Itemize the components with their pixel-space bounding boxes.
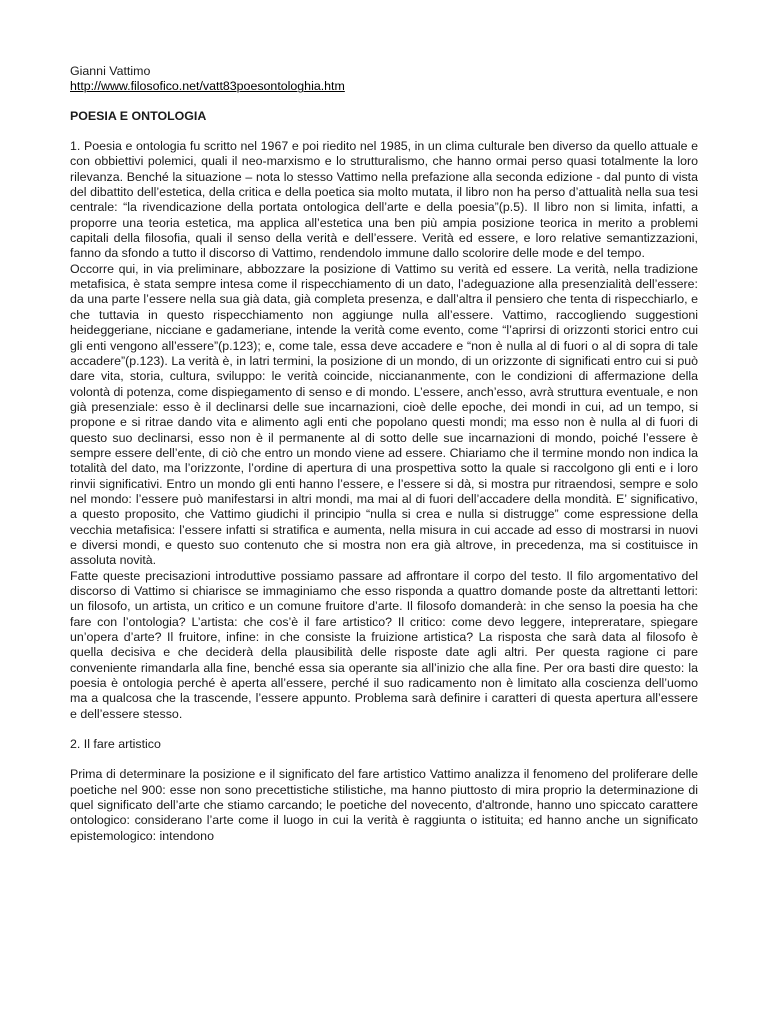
document-title: POESIA E ONTOLOGIA xyxy=(70,108,207,123)
source-link[interactable]: http://www.filosofico.net/vatt83poesontologhia.htm xyxy=(70,79,345,94)
paragraph-2: Occorre qui, in via preliminare, abbozzare la posizione di Vattimo su verità ed essere. La verità, nella tradizione metafisica, è stata sempre intesa come il rispecchiamento di un dato, l’adeguazione alla presenzialità dell’essere: da una parte l’essere nella sua già data, già completa presenza, e dall’altra il pensiero che tenta di rispecchiarlo, e che tuttavia in questo rispecchiamento non aggiunge nulla all’essere. Vattimo, raccogliendo suggestioni heideggeriane, nicciane e gadameriane, intende la verità come evento, come “l’aprirsi di orizzonti storici entro cui gli enti vengono all’essere”(p.123); e, come tale, essa deve accadere e “non è nulla al di fuori o al di sopra di tale accadere”(p.123). La verità è, in latri termini, la posizione di un mondo, di un orizzonte di significati entro cui si può dare vita, storia, cultura, sviluppo: le verità coincide, nicciananmente, con le condizioni di affermazione della volontà di potenza, come dispiegamento di senso e di mondo. L’essere, anch’esso, avrà struttura eventuale, e non già presenziale: esso è il declinarsi delle sue incarnazioni, cioè delle epoche, dei mondi in cui, ad un tempo, si propone e si ritrae dando vita e alimento agli enti che popolano questi mondi; ma esso non è nulla al di fuori di questo suo declinarsi, esso non è il permanente al di sotto delle sue incarnazioni di mondo, poiché l’essere è sempre essere dell’ente, di ciò che entro un mondo viene ad essere. Chiariamo che il termine mondo non indica la totalità del dato, ma l’orizzonte, l’ordine di apertura di una prospettiva sotto la quale si raccolgono gli enti e i loro rinvii significativi. Entro un mondo gli enti hanno l’essere, e l’essere si dà, si mostra pur ritraendosi, sempre e solo nel mondo: l’essere può manifestarsi in altri mondi, ma mai al di fuori dell’accadere della mondità. E’ significativo, a questo proposito, che Vattimo giudichi il principio “nulla si crea e nulla si distrugge” come espressione della vecchia metafisica: l’essere infatti si stratifica e aumenta, nella misura in cui accade ad esso di mostrarsi in nuovi e diversi mondi, e questo suo contenuto che si mostra non era già altrove, in precedenza, ma si costituisce in assoluta novità. xyxy=(70,261,698,568)
paragraph-3: Fatte queste precisazioni introduttive possiamo passare ad affrontare il corpo del testo. Il filo argomentativo del discorso di Vattimo si chiarisce se immaginiamo che esso risponda a quattro domande poste da altrettanti lettori: un filosofo, un artista, un critico e un comune fruitore d’arte. Il filosofo domanderà: in che senso la poesia ha che fare con l’ontologia? L’artista: che cos’è il fare artistico? Il critico: come devo leggere, intepreratare, spiegare un’opera d’arte? Il fruitore, infine: in che consiste la fruizione artistica? La risposta che sarà data al filosofo è quella decisiva e che deciderà della plausibilità delle risposte date agli altri. Per questa ragione ci pare conveniente rimandarla alla fine, benché essa sia operante sia all’inizio che alla fine. Per ora basti dire questo: la poesia è ontologia perché è aperta all’essere, perché il suo radicamento non è limitato alla coscienza dell’uomo ma a qualcosa che la trascende, l’essere appunto. Problema sarà definire i caratteri di questa apertura all’essere e dell’essere stesso. xyxy=(70,568,698,721)
document-page xyxy=(70,64,698,844)
paragraph-1: 1. Poesia e ontologia fu scritto nel 1967 e poi riedito nel 1985, in un clima culturale ben diverso da quello attuale e con obbiettivi polemici, quali il neo-marxismo e lo strutturalismo, che hanno ormai perso quasi totalmente la loro rilevanza. Benché la situazione – nota lo stesso Vattimo nella prefazione alla seconda edizione - dal punto di vista del dibattito dell’estetica, della critica e della poetica sia molto mutata, il libro non ha perso d’attualità nella sua tesi centrale: “la rivendicazione della portata ontologica dell’arte e della poesia”(p.5). Il libro non si limita, infatti, a proporre una teoria estetica, ma applica all’estetica una ben più ampia posizione teorica in merito a problemi capitali della filosofia, quali il senso della verità e dell’essere. Verità ed essere, e loro relative semantizzazioni, fanno da sfondo a tutto il discorso di Vattimo, rendendolo immune dallo scolorire delle mode e del tempo. xyxy=(70,139,698,261)
author-name: Gianni Vattimo xyxy=(70,64,151,78)
section-heading: 2. Il fare artistico xyxy=(70,737,161,752)
section-paragraph: Prima di determinare la posizione e il significato del fare artistico Vattimo analizza il fenomeno del proliferare delle poetiche nel 900: esse non sono precettistiche stilistiche, ma hanno piuttosto di mira proprio la determinazione di quel significato dell’arte che stiamo carcando; le poetiche del novecento, d'altronde, hanno uno spiccato carattere ontologico: considerano l’arte come il luogo in cui la verità è raggiunta o istituita; ed hanno anche un significato epistemologico: intendono xyxy=(70,767,698,843)
